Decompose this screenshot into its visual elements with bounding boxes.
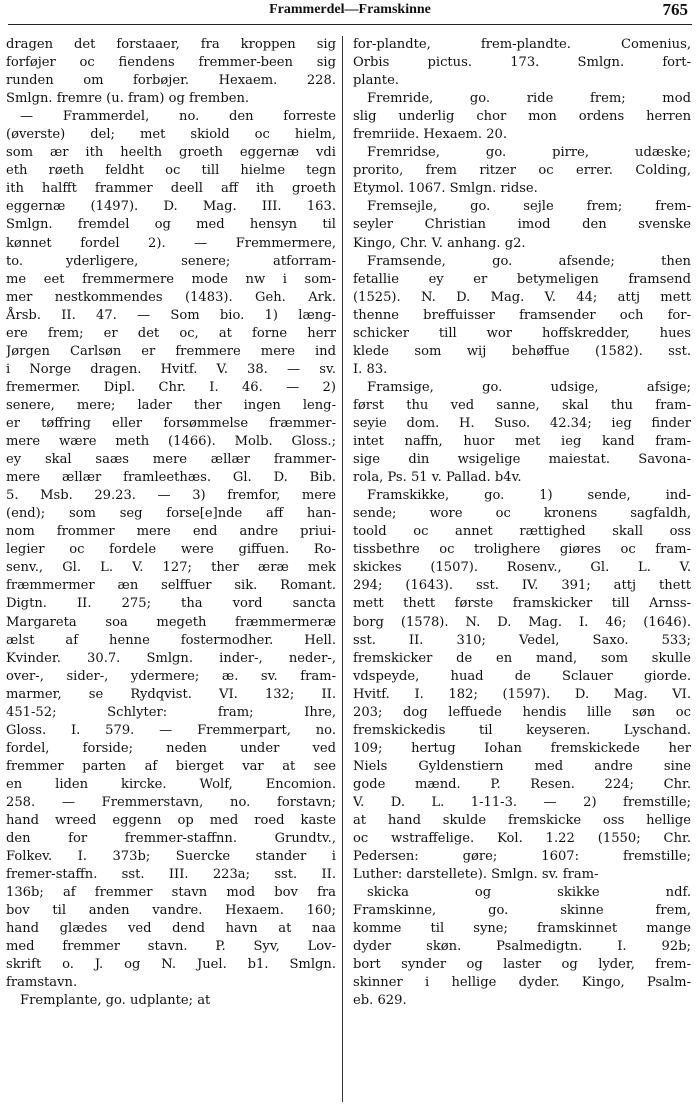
text-line: skinner i hellige dyder. Kingo, Psalm- bbox=[353, 975, 691, 991]
text-line: sst. II. 310; Vedel, Saxo. 533; bbox=[353, 632, 691, 648]
text-line: schicker till wor hoffskredder, hues bbox=[353, 325, 691, 341]
text-line: nom frommer mere end andre priui- bbox=[6, 524, 336, 540]
text-line: 109; hertug Iohan fremskickede her bbox=[353, 740, 691, 756]
text-line: 5. Msb. 29.23. — 3) fremfor, mere bbox=[6, 488, 336, 504]
text-line: I. 83. bbox=[353, 361, 388, 377]
text-line: som ær ith heelth groeth eggernæ vdi bbox=[6, 145, 336, 161]
text-line: (øverste) del; met skiold oc hielm, bbox=[6, 127, 336, 143]
text-line: Framsende, go. afsende; then bbox=[367, 253, 691, 269]
text-line: Framskikke, go. 1) sende, ind- bbox=[367, 488, 691, 504]
running-title: Frammerdel—Framskinne bbox=[269, 2, 431, 17]
text-line: fremmer parten af bierget var at see bbox=[6, 758, 336, 774]
header-rule bbox=[8, 24, 692, 25]
text-line: Kingo, Chr. V. anhang. g2. bbox=[353, 235, 526, 251]
text-line: 258. — Fremmerstavn, no. forstavn; bbox=[6, 794, 336, 810]
text-line: fremskickedis til keyseren. Lyschand. bbox=[353, 722, 691, 738]
text-line: ælst af henne fostermodher. Hell. bbox=[6, 632, 336, 648]
column-divider bbox=[342, 36, 343, 1102]
text-line: senere, mere; lader ther ingen leng- bbox=[6, 397, 336, 413]
text-line: 294; (1643). sst. IV. 391; attj thett bbox=[353, 578, 691, 594]
text-line: fremermer. Dipl. Chr. I. 46. — 2) bbox=[6, 379, 336, 395]
right-column bbox=[353, 36, 691, 1106]
text-line: hand glædes ved dend havn at naa bbox=[6, 921, 336, 937]
text-line: intet naffn, huor met ieg kand fram- bbox=[353, 434, 691, 450]
text-line: seyie dom. H. Suso. 42.34; ieg finder bbox=[353, 415, 691, 431]
text-line: runden om forbøjer. Hexaem. 228. bbox=[6, 73, 336, 89]
text-line: 451-52; Schlyter: fram; Ihre, bbox=[6, 704, 336, 720]
text-line: eth røeth feldht oc till hielme tegn bbox=[6, 163, 336, 179]
text-line: fetallie ey er betymeligen framsend bbox=[353, 271, 691, 287]
text-line: framstavn. bbox=[6, 975, 78, 991]
text-line: legier oc fordele were giffuen. Ro- bbox=[6, 542, 336, 558]
text-line: thenne breffuisser framsender och for- bbox=[353, 307, 691, 323]
text-line: vdspeyde, huad de Sclauer giorde. bbox=[353, 668, 691, 684]
text-line: forføjer oc fiendens fremmer-been sig bbox=[6, 55, 336, 71]
text-line: Hvitf. I. 182; (1597). D. Mag. VI. bbox=[353, 686, 691, 702]
text-line: i Norge dragen. Hvitf. V. 38. — sv. bbox=[6, 361, 336, 377]
text-line: først thu ved sanne, skal thu fram- bbox=[353, 397, 691, 413]
text-line: (end); som seg forse[e]nde aff han- bbox=[6, 506, 336, 522]
text-line: rola, Ps. 51 v. Pallad. b4v. bbox=[353, 470, 522, 486]
text-line: den for fremmer-staffnn. Grundtv., bbox=[6, 831, 336, 847]
text-line: kønnet fordel 2). — Fremmermere, bbox=[6, 235, 336, 251]
text-line: Jørgen Carlsøn er fremmere mere ind bbox=[6, 343, 336, 359]
text-line: plante. bbox=[353, 73, 399, 89]
text-line: Framsige, go. udsige, afsige; bbox=[367, 379, 691, 395]
text-line: gode mænd. P. Resen. 224; Chr. bbox=[353, 776, 691, 792]
text-line: slig underlig chor mon ordens herren bbox=[353, 109, 691, 125]
text-line: skicka og skikke ndf. bbox=[367, 885, 691, 901]
text-line: Folkev. I. 373b; Suercke stander i bbox=[6, 849, 336, 865]
text-line: eb. 629. bbox=[353, 993, 407, 1009]
text-line: Årsb. II. 47. — Som bio. 1) læng- bbox=[6, 307, 336, 323]
text-line: er tøffring eller forsømmelse fræmmer- bbox=[6, 415, 336, 431]
text-line: senv., Gl. L. V. 127; ther æræ mek bbox=[6, 560, 336, 576]
text-line: V. D. L. 1-11-3. — 2) fremstille; bbox=[353, 794, 691, 810]
text-line: skrift o. J. og N. Juel. b1. Smlgn. bbox=[6, 957, 336, 973]
text-line: bort synder og laster og lyder, frem- bbox=[353, 957, 691, 973]
text-line: skickes (1507). Rosenv., Gl. L. V. bbox=[353, 560, 691, 576]
text-line: Digtn. II. 275; tha vord sancta bbox=[6, 596, 336, 612]
text-line: Smlgn. fremre (u. fram) og fremben. bbox=[6, 91, 250, 107]
text-line: oc wstraffelige. Kol. 1.22 (1550; Chr. bbox=[353, 831, 691, 847]
text-line: fremriide. Hexaem. 20. bbox=[353, 127, 508, 143]
text-line: ith halfft frammer deell aff ith groeth bbox=[6, 181, 336, 197]
text-line: Fremride, go. ride frem; mod bbox=[367, 91, 691, 107]
text-line: Kvinder. 30.7. Smlgn. inder-, neder-, bbox=[6, 650, 336, 666]
text-line: dyder skøn. Psalmedigtn. I. 92b; bbox=[353, 939, 691, 955]
text-line: (1525). N. D. Mag. V. 44; attj mett bbox=[353, 289, 691, 305]
text-line: mere wære meth (1466). Molb. Gloss.; bbox=[6, 434, 336, 450]
left-column bbox=[6, 36, 336, 1106]
page-number: 765 bbox=[662, 0, 688, 19]
text-line: Gloss. I. 579. — Fremmerpart, no. bbox=[6, 722, 336, 738]
text-line: mett thett første framskicker till Arnss- bbox=[353, 596, 691, 612]
text-line: mere ællær framleethæs. Gl. D. Bib. bbox=[6, 470, 336, 486]
page-header bbox=[0, 0, 700, 28]
text-line: Fremplante, go. udplante; at bbox=[20, 993, 211, 1009]
text-line: sige din wsigelige maiestat. Savona- bbox=[353, 452, 691, 468]
text-line: borg (1578). N. D. Mag. I. 46; (1646). bbox=[353, 614, 691, 630]
text-line: seyler Christian imod den svenske bbox=[353, 217, 691, 233]
text-line: fordel, forside; neden under ved bbox=[6, 740, 336, 756]
text-line: — Frammerdel, no. den forreste bbox=[20, 109, 336, 125]
text-line: en liden kircke. Wolf, Encomion. bbox=[6, 776, 336, 792]
text-line: sende; wore oc kronens sagfaldh, bbox=[353, 506, 691, 522]
text-line: Pedersen: gøre; 1607: fremstille; bbox=[353, 849, 691, 865]
text-line: prorito, frem ritzer oc errer. Colding, bbox=[353, 163, 691, 179]
text-line: Niels Gyldenstiern med andre sine bbox=[353, 758, 691, 774]
text-line: klede som wij behøffue (1582). sst. bbox=[353, 343, 691, 359]
text-line: komme til syne; framskinnet mange bbox=[353, 921, 691, 937]
text-line: at hand skulde fremskicke oss hellige bbox=[353, 813, 691, 829]
text-line: bov til anden vandre. Hexaem. 160; bbox=[6, 903, 336, 919]
text-line: toold oc annet rættighed skall oss bbox=[353, 524, 691, 540]
text-line: eggernæ (1497). D. Mag. III. 163. bbox=[6, 199, 336, 215]
text-line: to. yderligere, senere; atforram- bbox=[6, 253, 336, 269]
text-line: ere frem; er det oc, at forne herr bbox=[6, 325, 336, 341]
text-line: for-plandte, frem-plandte. Comenius, bbox=[353, 37, 691, 52]
text-line: Fremsejle, go. sejle frem; frem- bbox=[367, 199, 691, 215]
text-line: dragen det forstaaer, fra kroppen sig bbox=[6, 37, 336, 52]
text-line: 136b; af fremmer stavn mod bov fra bbox=[6, 885, 336, 901]
text-line: hand wreed eggenn op med roed kaste bbox=[6, 813, 336, 829]
text-line: fræmmermer æn selffuer sik. Romant. bbox=[6, 578, 336, 594]
text-line: Orbis pictus. 173. Smlgn. fort- bbox=[353, 55, 691, 71]
text-line: med fremmer stavn. P. Syv, Lov- bbox=[6, 939, 336, 955]
text-line: mer nestkommendes (1483). Geh. Ark. bbox=[6, 289, 336, 305]
text-line: over-, sider-, ydermere; æ. sv. fram- bbox=[6, 668, 336, 684]
text-line: me eet fremmermere mode nw i som- bbox=[6, 271, 336, 287]
text-line: Smlgn. fremdel og med hensyn til bbox=[6, 217, 336, 233]
text-line: Framskinne, go. skinne frem, bbox=[353, 903, 691, 919]
text-line: fremskicker de en mand, som skulle bbox=[353, 650, 691, 666]
text-line: Fremridse, go. pirre, udæske; bbox=[367, 145, 691, 161]
text-line: Luther: darstellete). Smlgn. sv. fram- bbox=[353, 867, 599, 883]
text-line: Etymol. 1067. Smlgn. ridse. bbox=[353, 181, 538, 197]
text-line: Margareta soa megeth fræmmermeræ bbox=[6, 614, 336, 630]
text-line: 203; dog leffuede hendis lille søn oc bbox=[353, 704, 691, 720]
text-line: fremer-staffn. sst. III. 223a; sst. II. bbox=[6, 867, 336, 883]
text-line: tissbethre oc trolighere giøres oc fram- bbox=[353, 542, 691, 558]
text-line: marmer, se Rydqvist. VI. 132; II. bbox=[6, 686, 336, 702]
text-line: ey skal saæs mere ællær frammer- bbox=[6, 452, 336, 468]
